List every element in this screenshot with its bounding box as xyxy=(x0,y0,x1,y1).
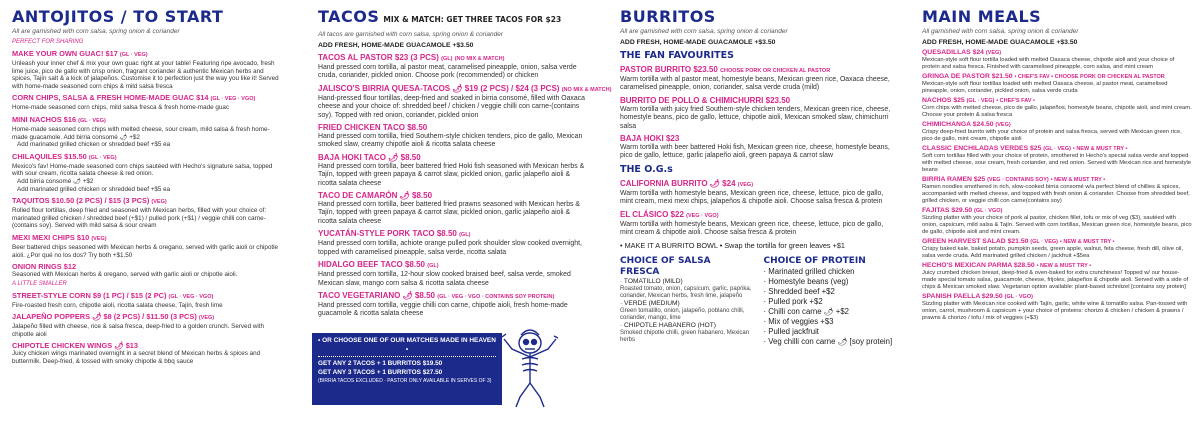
item-price: $12 xyxy=(63,262,77,272)
burritos-column xyxy=(620,8,895,347)
item-addon: Add birria consomé 🌶 +$2 xyxy=(17,177,94,185)
menu-item xyxy=(922,207,1192,236)
item-price: $29.50 xyxy=(951,207,973,214)
main-meals-list xyxy=(922,49,1192,322)
protein-option: · Homestyle beans (veg) xyxy=(763,277,849,287)
item-description: Hand pressed corn tortilla, beer battered fried prawns seasoned with Mexican herbs & Tajín, topped with green papaya & carrot slaw, pickled onion, garlic jalapeño aioli & ricotta salata cheese xyxy=(318,201,580,225)
fan-favourites-list xyxy=(620,65,895,161)
menu-item-name-line xyxy=(620,179,895,190)
item-tags: (GL · VGO) xyxy=(974,208,1003,214)
item-tags: (GL · VEG) xyxy=(966,98,995,104)
menu-item-name-line xyxy=(922,145,1192,153)
item-tags: (GL) xyxy=(427,263,439,270)
item-price: $17 xyxy=(105,49,118,58)
protein-option: · Pulled pork +$2 xyxy=(763,297,823,307)
menu-item xyxy=(12,233,284,259)
menu-item-name-line xyxy=(922,97,1192,105)
choices-section xyxy=(620,256,895,347)
menu-item-name-line xyxy=(12,341,284,350)
item-description: Warm tortilla with homestyle beans, Mexican green rice, cheese, lettuce, pico de gallo, mint cream, mexi mexi chips, jalapeños & chipotle aioli. Choose salsa fresca & protein xyxy=(620,189,884,206)
item-name: FRIED CHICKEN TACO xyxy=(318,123,405,133)
item-name: CHIMICHANGA xyxy=(922,121,971,128)
item-name: MINI NACHOS xyxy=(12,114,62,124)
menu-item xyxy=(12,341,284,365)
menu-item xyxy=(318,229,590,257)
promo-row-2: GET ANY 3 TACOS + 1 BURRITOS $27.50 xyxy=(318,369,443,376)
item-description: Juicy chicken wings marinated overnight in a secret blend of Mexican herbs & spices and buttermilk. Deep-fried, & tossed with smoky chipotle & bbq sauce xyxy=(12,350,261,366)
item-name: CLASSIC ENCHILADAS VERDES xyxy=(922,145,1029,152)
item-price: $21.50 xyxy=(1007,238,1029,245)
item-description: Sizzling platter with your choice of pork al pastor, chicken fillet, tofu or mix of veg ($3), sautéed with onion, capsicum, mild salsa & Tajín. Served with corn tortillas, Mexican green rice, homestyle beans, pico de gallo, chipotle aioli and mint cream. xyxy=(922,215,1192,235)
fan-favourites-heading: THE FAN FAVOURITES xyxy=(620,50,734,61)
menu-item-name-line xyxy=(12,291,284,302)
item-name: TACO DE CAMARÓN 🌶 xyxy=(318,191,410,201)
promo-box xyxy=(312,333,502,405)
item-name: TACOS AL PASTOR xyxy=(318,53,393,62)
menu-item-name-line xyxy=(12,93,284,104)
item-price: $16 xyxy=(63,114,77,124)
menu-item-name-line xyxy=(12,262,284,271)
item-name: JALISCO'S BIRRIA QUESA-TACOS 🌶 xyxy=(318,83,463,93)
item-addon: Add marinated grilled chicken or shredded beef +$5 ea xyxy=(17,185,171,193)
item-description: Crispy deep-fried burrito with your choice of protein and salsa fresca, served with Mexican green rice, pico de gallo, mint cream, chipotle aioli xyxy=(922,129,1182,142)
protein-option: · Shredded beef +$2 xyxy=(763,287,835,297)
item-tags: (VEG) xyxy=(995,122,1011,128)
item-description: Beer battered chips seasoned with Mexican herbs & oregano, served with garlic aioli or chipotle aioli. ¿Por qué no los dos? Try both +$1.50 xyxy=(12,243,279,259)
item-description: Hand pressed corn tortilla, veggie chilli con carne, chipotle aioli, fresh home-made guacamole & ricotta salata cheese xyxy=(318,301,568,318)
item-name: JALAPEÑO POPPERS 🌶 xyxy=(12,312,102,322)
item-description: Crispy baked kale, baked potato, pumpkin seeds, green apple, walnut, feta cheese, fresh dill, olive oil, salsa verde cruda. Add marinated grilled chicken / jackfruit +$5ea xyxy=(922,246,1184,259)
item-tags: (VEG) xyxy=(737,181,754,188)
item-price: $15.50 xyxy=(64,151,87,161)
item-extra: (NO MIX & MATCH) xyxy=(454,56,505,62)
item-name: BAJA HOKI TACO 🌶 xyxy=(318,152,399,162)
protein-option: · Pulled jackfruit xyxy=(763,327,819,337)
item-description: Mexican-style soft flour tortillas loaded with melted Oaxaca cheese, al pastor meat, caramelised pineapple, onion, coriander, pickled onion, salsa verde cruda xyxy=(922,81,1168,94)
menu-item xyxy=(318,260,590,288)
item-tags: (GL · VEG) xyxy=(1043,146,1071,152)
item-name: BIRRIA RAMEN xyxy=(922,176,972,183)
tacos-list xyxy=(318,53,612,319)
skeleton-illustration xyxy=(494,327,566,411)
salsa-choices xyxy=(620,256,752,347)
menu-item xyxy=(922,262,1192,291)
a-little-smaller-label: A LITTLE SMALLER xyxy=(12,280,67,287)
menu-item-name-line xyxy=(318,123,590,133)
menu-item-name-line xyxy=(620,210,895,221)
item-description: Mexican-style soft flour tortilla loaded with melted Oaxaca cheese, chipotle aioli and your choice of protein and salsa fresca. Finished with caramelised pineapple, corn salsa, and mint cream xyxy=(922,57,1175,70)
item-name: CHILAQUILES xyxy=(12,151,63,161)
item-description: Warm tortilla with homestyle beans, Mexican green rice, cheese, lettuce, pico de gallo, mint cream & chipotle aioli. Choose salsa fresca & protein xyxy=(620,220,884,237)
salsa-option: · TOMATILLO (MILD) xyxy=(620,278,683,286)
antojitos-title: ANTOJITOS / TO START xyxy=(12,7,224,26)
antojitos-list xyxy=(12,49,284,279)
tacos-note: All tacos are garnished with corn salsa, spring onion & coriander xyxy=(318,31,503,38)
menu-item-name-line xyxy=(620,134,895,144)
burrito-bowl-note: • MAKE IT A BURRITO BOWL • Swap the tortilla for green leaves +$1 xyxy=(620,241,845,251)
item-name: BAJA HOKI xyxy=(620,134,664,144)
item-price: $8.50 xyxy=(412,191,433,201)
protein-option: · Mix of veggies +$3 xyxy=(763,317,834,327)
item-price: $10.50 (2 PCS) / $15 (3 PCS) xyxy=(51,196,150,206)
item-tags: (GL · VEG · VGO · CONTAINS SOY PROTEIN) xyxy=(437,293,555,300)
menu-item xyxy=(318,291,590,319)
menu-item-name-line xyxy=(12,49,284,60)
main-meals-note: All garnished with corn salsa, spring onion & coriander xyxy=(922,28,1079,35)
item-price: $24 xyxy=(972,49,984,56)
item-price: $9 (1 PC) / $15 (2 PC) xyxy=(92,290,167,300)
item-description: Sizzling platter with Mexican rice cooked with Tajín, garlic, white wine & tomatillo salsa. Pan-tossed with onion, carrot, mushroom & capsicum + your choice of proteins: chorizo & chicken / chicken & prawns / prawns & chorizo / tofu / mix of veggies (+$3) xyxy=(922,301,1188,321)
item-price: $13 xyxy=(125,341,139,351)
menu-item xyxy=(318,53,590,81)
item-name: SPANISH PAELLA xyxy=(922,293,981,300)
protein-option: · Marinated grilled chicken xyxy=(763,267,855,277)
menu-item-name-line xyxy=(12,196,284,207)
menu-item-name-line xyxy=(318,83,612,95)
promo-small-print: (BIRRIA TACOS EXCLUDED · PASTOR ONLY AVAILABLE IN SERVES OF 3) xyxy=(318,378,492,384)
item-tags: (GL · VEG · VGO) xyxy=(210,96,256,103)
menu-item-name-line xyxy=(318,191,590,201)
item-tags: (VEG · CONTAINS SOY) xyxy=(987,177,1049,183)
item-price: $8.50 xyxy=(436,229,457,239)
item-description: Soft corn tortillas filled with your choice of protein, smothered in Hecho's special salsa verde and topped with melted cheese, sour cream, fresh coriander, and red onion. Served with Mexican rice and homestyle beans xyxy=(922,153,1192,173)
main-meals-add-guac: ADD FRESH, HOME-MADE GUACAMOLE +$3.50 xyxy=(922,39,1078,46)
item-price: $23.50 xyxy=(765,95,791,105)
item-price: $29.50 xyxy=(981,293,1003,300)
item-description: Hand pressed corn tortilla, al pastor meat, caramelised pineapple, onion, salsa verde cruda, coriander, pickled onion. Choose pork (recommended) or chicken xyxy=(318,64,577,80)
menu-item xyxy=(318,123,590,150)
tacos-column xyxy=(318,7,612,319)
menu-item xyxy=(620,65,895,93)
menu-item xyxy=(922,73,1192,95)
item-name: HECHO'S MEXICAN PARMA xyxy=(922,262,1012,269)
menu-item-name-line xyxy=(922,262,1192,270)
menu-item xyxy=(922,49,1192,71)
item-name: HIDALGO BEEF TACO xyxy=(318,260,403,270)
item-price: $24.50 xyxy=(972,121,994,128)
menu-item xyxy=(12,312,284,338)
menu-item-name-line xyxy=(12,312,284,323)
promo-row-1: GET ANY 2 TACOS + 1 BURRITOS $19.50 xyxy=(318,360,443,367)
item-name: FAJITAS xyxy=(922,207,950,214)
menu-item xyxy=(922,176,1192,205)
item-name: ONION RINGS xyxy=(12,262,62,272)
menu-item-name-line xyxy=(922,49,1192,57)
item-tags: (GL · VGO) xyxy=(1004,294,1033,300)
menu-item xyxy=(12,262,284,279)
menu-item-name-line xyxy=(922,207,1192,215)
ogs-heading: THE O.G.s xyxy=(620,163,673,175)
menu-item-name-line xyxy=(318,53,590,64)
item-description: Hand pressed corn tortilla, achiote orange pulled pork shoulder slow cooked overnight, topped with caramelised pineapple, salsa verde, ricotta salata xyxy=(318,240,582,256)
item-price: $25 xyxy=(953,97,965,104)
item-price: $8.50 xyxy=(404,260,426,270)
item-tags: (GL · VEG) xyxy=(88,154,117,161)
item-tags: (VEG) xyxy=(151,199,167,206)
menu-item-name-line xyxy=(318,153,590,163)
item-description: Warm tortilla with beer battered Hoki fish, Mexican green rice, cheese, homestyle beans, pico de gallo, lettuce, garlic jalapeño aioli, green papaya & carrot slaw xyxy=(620,144,890,160)
protein-list xyxy=(764,267,896,347)
menu-item-name-line xyxy=(318,291,590,302)
menu-item xyxy=(922,121,1192,143)
item-tags: (GL · VEG · VGO) xyxy=(168,293,214,300)
item-name: TAQUITOS xyxy=(12,196,50,206)
main-meals-column xyxy=(922,8,1192,322)
item-description: Corn chips with melted cheese, pico de gallo, jalapeños, homestyle beans, chipotle aioli, and mint cream. Choose your protein & salsa fresca xyxy=(922,105,1192,118)
menu-item xyxy=(12,93,284,112)
item-price: $8 (2 PCS) / $11.50 (3 PCS) xyxy=(103,312,197,322)
menu-item-name-line xyxy=(922,73,1192,81)
item-tags: (VEG) xyxy=(91,235,107,242)
salsa-description: Green tomatillo, onion, jalapeño, poblano chilli, coriander, mango, lime xyxy=(620,308,745,322)
menu-item xyxy=(12,152,284,193)
item-description: Warm tortilla with al pastor meat, homestyle beans, Mexican green rice, Oaxaca cheese, caramelised pineapple, onion, coriander, salsa verde cruda (mild) xyxy=(620,76,890,92)
menu-item xyxy=(922,97,1192,119)
item-name: PASTOR BURRITO xyxy=(620,65,692,74)
item-price: $25 xyxy=(973,176,986,183)
item-extra: • CHEF'S FAV • CHOOSE PORK OR CHICKEN AL PASTOR xyxy=(1014,74,1165,80)
item-extra: • CHEF'S FAV • xyxy=(996,98,1035,104)
menu-item-name-line xyxy=(12,115,284,126)
salsa-option: · VERDE (MEDIUM) xyxy=(620,300,680,308)
item-price: $8.50 xyxy=(400,152,421,162)
menu-item-name-line xyxy=(318,229,590,240)
salsa-description: Smoked chipotle chilli, green habanero, Mexican herbs xyxy=(620,330,750,344)
burritos-add-guac: ADD FRESH, HOME-MADE GUACAMOLE +$3.50 xyxy=(620,39,776,46)
main-meals-title: MAIN MEALS xyxy=(922,7,1042,26)
item-description: Home-made seasoned corn chips with melted cheese, sour cream, mild salsa & fresh home-made guacamole. Add birria consomé 🌶 +$2 xyxy=(12,125,270,141)
item-name: BURRITO DE POLLO & CHIMICHURRI xyxy=(620,95,764,105)
burritos-note: All are garnished with corn salsa, spring onion & coriander xyxy=(620,28,788,35)
item-price: $24 xyxy=(722,178,736,188)
item-name: QUESADILLAS xyxy=(922,49,971,56)
item-name: GRINGA DE PASTOR xyxy=(922,73,990,80)
tacos-title-text: TACOS xyxy=(318,7,380,26)
menu-item xyxy=(620,96,895,131)
item-price: $10 xyxy=(76,232,90,242)
menu-item xyxy=(922,293,1192,322)
menu-item-name-line xyxy=(12,152,284,163)
item-extra: • NEW & MUST TRY • xyxy=(1036,263,1092,269)
burritos-title: BURRITOS xyxy=(620,7,716,26)
item-extra: CHOOSE PORK OR CHICKEN AL PASTOR xyxy=(720,68,831,74)
item-addon: Add marinated grilled chicken or shredded beef +$5 ea xyxy=(17,141,171,149)
salsa-list xyxy=(620,278,752,344)
item-description: Fire-roasted fresh corn, chipotle aioli, ricotta salata cheese, Tajín, fresh lime xyxy=(12,301,223,309)
item-name: YUCATÁN-STYLE PORK TACO xyxy=(318,229,435,239)
item-name: MEXI MEXI CHIPS xyxy=(12,232,75,242)
menu-item-name-line xyxy=(620,96,895,106)
item-name: MAKE YOUR OWN GUAC! xyxy=(12,49,104,58)
item-price: $8.50 xyxy=(407,123,428,133)
item-description: Ramen noodles smothered in rich, slow-cooked birria consomé w/a perfect blend of chillies & spices, accompanied with melted cheese, and topped with fresh onion & coriander. Choose from shredded beef, grilled chicken, or veggie chilli con carne(contains soy) xyxy=(922,184,1190,204)
antojitos-note: All are garnished with corn salsa, spring onion & coriander xyxy=(12,28,180,35)
item-description: Jalapeño filled with cheese, rice & salsa fresca, deep-fried to a golden crunch. Served with chipotle aioli xyxy=(12,323,265,338)
item-price: $23.50 xyxy=(693,65,718,74)
item-tags: (GL · VEG) xyxy=(78,117,106,124)
menu-item xyxy=(922,238,1192,260)
item-name: CALIFORNIA BURRITO 🌶 xyxy=(620,178,720,188)
item-description: Juicy crumbed chicken breast, deep-fried & oven-baked for extra crunchiness! Topped w/ our house-made special tomato salsa, guacamole, cheese, frijoles, jalapeños & chipotle aioli. Served with a side of chips & Mexican smoked slaw. Vegetarian option available: plant-based schnitzel [contains soy protein] xyxy=(922,270,1189,290)
item-tags: (GL) xyxy=(459,232,471,239)
item-extra: • NEW & MUST TRY • xyxy=(1050,177,1106,183)
item-description: Unleash your inner chef & mix your own guac right at your table! Featuring ripe avocado, fresh lime juice, pico de gallo with crisp onion, fragrant coriander & authentic Mexican herbs and spices, Tajín salt & a kick of jalapeños. Customise it to perfection just the way you like it! Served with home-made seasoned corn chips & mild salsa fresca xyxy=(12,60,279,90)
tacos-subtitle: MIX & MATCH: GET THREE TACOS FOR $23 xyxy=(383,15,562,24)
menu-item xyxy=(922,145,1192,174)
item-tags: (VEG · VGO) xyxy=(686,212,719,219)
protein-option: · Veg chilli con carne 🌶 [soy protein] xyxy=(763,337,893,347)
item-price: $8.50 xyxy=(414,290,436,300)
item-name: CORN CHIPS, SALSA & FRESH HOME-MADE GUAC xyxy=(12,93,195,103)
item-price: $28.50 xyxy=(1013,262,1035,269)
item-name: TACO VEGETARIANO 🌶 xyxy=(318,290,413,300)
item-name: NACHOS xyxy=(922,97,952,104)
item-tags: (GL · VEG) xyxy=(119,52,148,58)
menu-item xyxy=(620,179,895,207)
ogs-list xyxy=(620,179,895,238)
item-price: $19 (2 PCS) / $24 (3 PCS) xyxy=(464,83,560,93)
item-name: STREET-STYLE CORN xyxy=(12,290,91,300)
item-description: Home-made seasoned corn chips, mild salsa fresca & fresh home-made guac xyxy=(12,104,229,112)
item-description: Hand-pressed flour tortillas, deep-fried and soaked in birria consomé, filled with Oaxaca cheese and your choice of: shredded beef / chicken / veggie chilli con carne-(contains soy). Topped with red onion, coriander, pickled onion xyxy=(318,94,585,119)
salsa-option: · CHIPOTLE HABANERO (HOT) xyxy=(620,322,716,330)
menu-item xyxy=(318,191,590,226)
item-price: $22 xyxy=(670,209,684,219)
menu-item-name-line xyxy=(620,65,895,76)
item-description: Hand pressed corn tortilla, 12-hour slow cooked braised beef, salsa verde, smoked Mexican slaw, mango corn salsa & ricotta salata cheese xyxy=(318,271,571,287)
menu-item-name-line xyxy=(922,293,1192,301)
menu-item xyxy=(12,49,284,90)
item-price: $14 xyxy=(196,93,209,103)
menu-item-name-line xyxy=(318,260,590,271)
item-description: Hand pressed corn tortilla, beer battered fried Hoki fish seasoned with Mexican herbs & Tajín, topped with green papaya & carrot slaw, pickled onion, garlic jalapeño aioli & ricotta salata cheese xyxy=(318,162,585,187)
item-extra: • NEW & MUST TRY • xyxy=(1072,146,1128,152)
item-tags: (GL) xyxy=(441,56,453,62)
item-name: CHIPOTLE CHICKEN WINGS 🌶 xyxy=(12,341,124,351)
menu-item xyxy=(12,115,284,149)
menu-item-name-line xyxy=(922,238,1192,246)
smaller-list xyxy=(12,291,284,366)
item-description: Rolled flour tortillas, deep fried and seasoned with Mexican herbs, filled with your choice of: marinated grilled chicken / shredded beef (+$1) / pulled pork (+$1) / veggie chilli con carne-(contains soy). Served with mild salsa & sour cream xyxy=(12,207,267,230)
item-description: Seasoned with Mexican herbs & oregano, served with garlic aioli or chipotle aioli. xyxy=(12,271,238,279)
item-description: Hand pressed corn tortilla, fried Southern-style chicken tenders, pico de gallo, Mexican smoked slaw, creamy chipotle aioli & ricotta salata cheese xyxy=(318,133,583,149)
item-price: $25 xyxy=(1030,145,1042,152)
menu-item xyxy=(318,153,590,188)
promo-header: • OR CHOOSE ONE OF OUR MATCHES MADE IN HEAVEN • xyxy=(318,336,496,357)
protein-heading: CHOICE OF PROTEIN xyxy=(763,256,866,267)
item-price: $23 xyxy=(665,134,680,144)
menu-item xyxy=(12,196,284,230)
antojitos-column xyxy=(12,8,284,366)
item-price: $21.50 xyxy=(991,73,1013,80)
protein-choices xyxy=(764,256,896,347)
item-tags: (VEG) xyxy=(985,50,1002,56)
menu-item-name-line xyxy=(922,121,1192,129)
protein-option: · Chilli con carne 🌶 +$2 xyxy=(763,307,850,317)
item-extra: (NO MIX & MATCH) xyxy=(561,86,612,93)
item-extra: • NEW & MUST TRY • xyxy=(1059,239,1115,245)
menu-item xyxy=(620,210,895,238)
item-price: $23 (3 PCS) xyxy=(394,53,439,62)
menu-item xyxy=(620,134,895,161)
item-description: Mexico's fav! Home-made seasoned corn chips sautéed with Hecho's signature salsa, topped with sour cream, ricotta salata cheese & red onion. xyxy=(12,162,273,178)
menu-item-name-line xyxy=(12,233,284,244)
item-description: Warm tortilla with juicy fried Southern-style chicken tenders, Mexican green rice, cheese, homestyle beans, pico de gallo, lettuce, chipotle aioli, Mexican smoked slaw, chimichurri salsa xyxy=(620,105,891,130)
menu-item xyxy=(318,83,612,120)
menu-item xyxy=(12,291,284,310)
item-name: EL CLÁSICO xyxy=(620,209,669,219)
perfect-for-sharing-label: PERFECT FOR SHARING xyxy=(12,39,84,45)
item-tags: (GL · VEG) xyxy=(1030,239,1059,245)
tacos-add-guac: ADD FRESH, HOME-MADE GUACAMOLE +$3.50 xyxy=(318,42,474,49)
item-name: GREEN HARVEST SALAD xyxy=(922,238,1006,245)
item-tags: (VEG) xyxy=(198,315,215,322)
salsa-description: Roasted tomato, onion, capsicum, garlic, paprika, coriander, Mexican herbs, fresh lime, jalapeño xyxy=(620,286,752,300)
salsa-heading: CHOICE OF SALSA FRESCA xyxy=(620,256,711,278)
tacos-title xyxy=(318,8,590,29)
menu-item-name-line xyxy=(922,176,1192,184)
